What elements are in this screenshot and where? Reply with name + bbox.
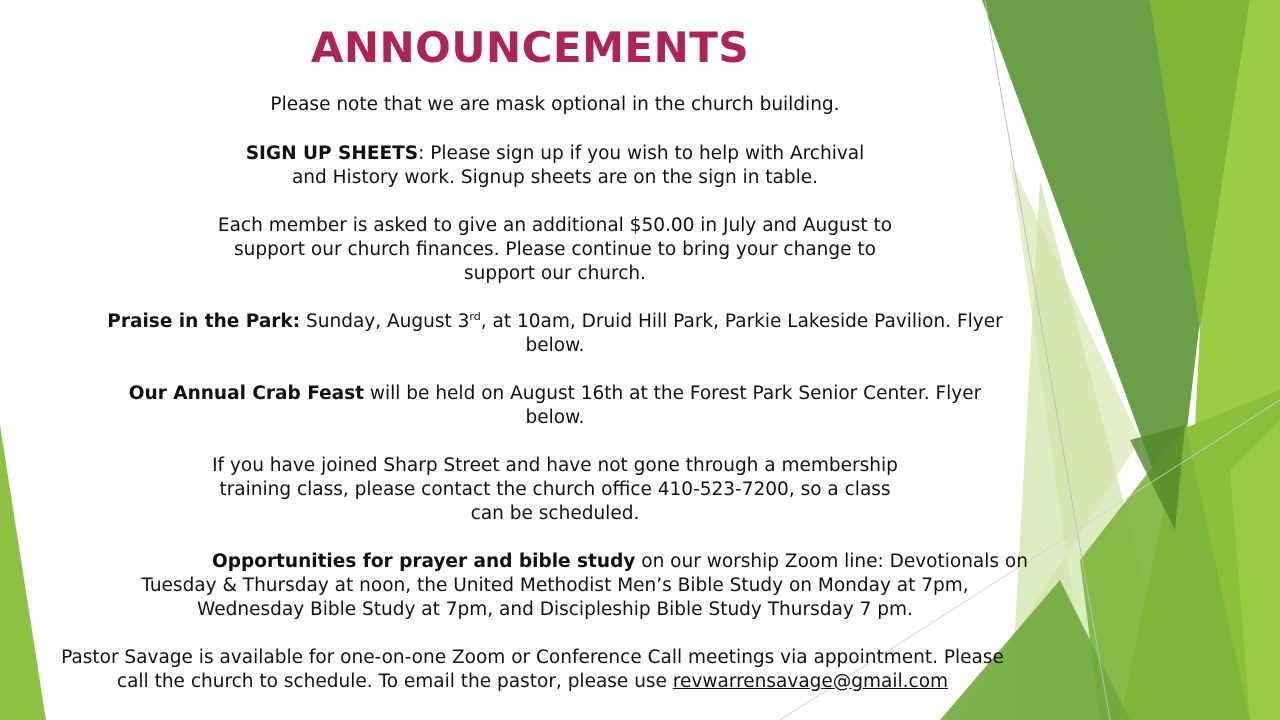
praise-announcement (40, 310, 1070, 358)
crab-heading: Our Annual Crab Feast (128, 383, 364, 404)
prayer-announcement (40, 550, 1070, 622)
signup-text-1: : Please sign up if you wish to help with Archival (418, 143, 865, 164)
finance-announcement (120, 214, 990, 286)
praise-text-2: , at 10am, Druid Hill Park, Parkie Lakeside Pavilion. Flyer (480, 311, 1003, 332)
prayer-heading: Opportunities for prayer and bible study (212, 551, 636, 572)
signup-announcement (140, 142, 970, 190)
membership-line-2: training class, please contact the church office 410-523-7200, so a class (219, 479, 891, 500)
finance-line-1: Each member is asked to give an additional $50.00 in July and August to (217, 215, 893, 236)
membership-line-1: If you have joined Sharp Street and have not gone through a membership (212, 455, 898, 476)
membership-line-3: can be scheduled. (470, 503, 640, 524)
crab-announcement (40, 382, 1070, 430)
prayer-text-1: on our worship Zoom line: Devotionals on (635, 551, 1028, 572)
finance-line-3: support our church. (463, 263, 647, 284)
pastor-line-2: call the church to schedule. To email the pastor, please use (116, 671, 673, 692)
membership-announcement (100, 454, 1010, 526)
finance-line-2: support our church finances. Please continue to bring your change to (234, 239, 876, 260)
pastor-line-1: Pastor Savage is available for one-on-one Zoom or Conference Call meetings via appointment. Please (61, 647, 1004, 668)
crab-text-1: will be held on August 16th at the Forest Park Senior Center. Flyer (364, 383, 982, 404)
praise-heading: Praise in the Park: (107, 311, 301, 332)
pastor-announcement (20, 646, 1045, 694)
praise-sup: rd (469, 309, 481, 323)
pastor-email-link[interactable]: revwarrensavage@gmail.com (672, 671, 949, 692)
signup-text-2: and History work. Signup sheets are on the sign in table. (291, 167, 819, 188)
mask-text: Please note that we are mask optional in the church building. (270, 94, 840, 115)
mask-announcement (140, 93, 970, 117)
crab-text-2: below. (525, 407, 585, 428)
signup-heading: SIGN UP SHEETS (245, 143, 419, 164)
prayer-line-3: Wednesday Bible Study at 7pm, and Discipleship Bible Study Thursday 7 pm. (197, 599, 913, 620)
page-title: ANNOUNCEMENTS (310, 23, 750, 72)
praise-text-3: below. (525, 335, 585, 356)
prayer-line-2: Tuesday & Thursday at noon, the United Methodist Men’s Bible Study on Monday at 7pm, (141, 575, 969, 596)
praise-text-1: Sunday, August 3 (300, 311, 470, 332)
